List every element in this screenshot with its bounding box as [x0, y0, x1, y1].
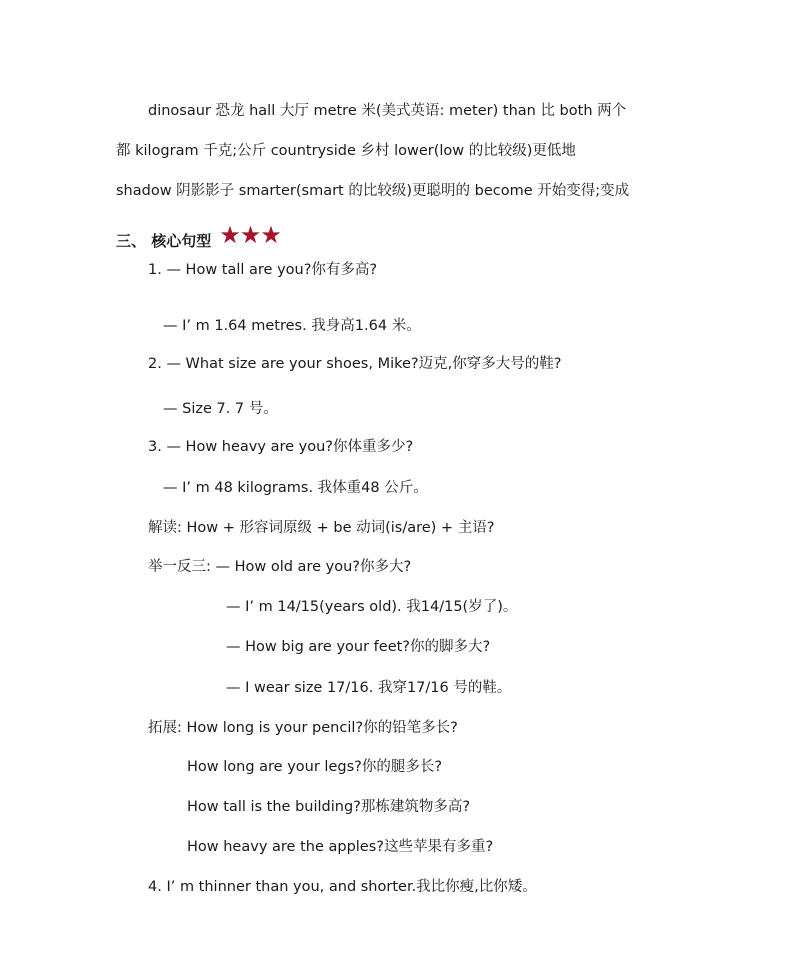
- sentence-1-answer: — I’ m 1.64 metres. 我身高1.64 米。: [163, 318, 421, 334]
- extension-line-3: How tall is the building?那栋建筑物多高?: [187, 799, 471, 815]
- vocab-line-1: dinosaur 恐龙 hall 大厅 metre 米(美式英语: meter) than 比 both 两个: [148, 103, 627, 119]
- example-question-2: — How big are your feet?你的脚多大?: [226, 639, 491, 655]
- section-title: 三、 核心句型: [116, 232, 212, 250]
- example-intro: 举一反三: — How old are you?你多大?: [148, 559, 412, 575]
- sentence-1-question: 1. — How tall are you?你有多高?: [148, 262, 378, 278]
- sentence-3-answer: — I’ m 48 kilograms. 我体重48 公斤。: [163, 480, 428, 496]
- sentence-2-question: 2. — What size are your shoes, Mike?迈克,你穿多大号的鞋?: [148, 356, 562, 372]
- extension-line-4: How heavy are the apples?这些苹果有多重?: [187, 839, 494, 855]
- sentence-3-question: 3. — How heavy are you?你体重多少?: [148, 439, 414, 455]
- vocab-line-2: 都 kilogram 千克;公斤 countryside 乡村 lower(low 的比较级)更低地: [116, 143, 576, 159]
- extension-intro: 拓展: How long is your pencil?你的铅笔多长?: [148, 720, 458, 736]
- section-heading: [116, 221, 281, 251]
- vocab-line-3: shadow 阴影影子 smarter(smart 的比较级)更聪明的 become 开始变得;变成: [116, 183, 630, 199]
- example-answer-1: — I’ m 14/15(years old). 我14/15(岁了)。: [226, 599, 518, 615]
- extension-line-2: How long are your legs?你的腿多长?: [187, 759, 443, 775]
- explanation: 解读: How + 形容词原级 + be 动词(is/are) + 主语?: [148, 520, 495, 536]
- sentence-2-answer: — Size 7. 7 号。: [163, 401, 278, 417]
- example-answer-2: — I wear size 17/16. 我穿17/16 号的鞋。: [226, 680, 512, 696]
- sentence-4: 4. I’ m thinner than you, and shorter.我比你瘦,比你矮。: [148, 879, 537, 895]
- rating-stars-icon: ★★★: [219, 221, 281, 249]
